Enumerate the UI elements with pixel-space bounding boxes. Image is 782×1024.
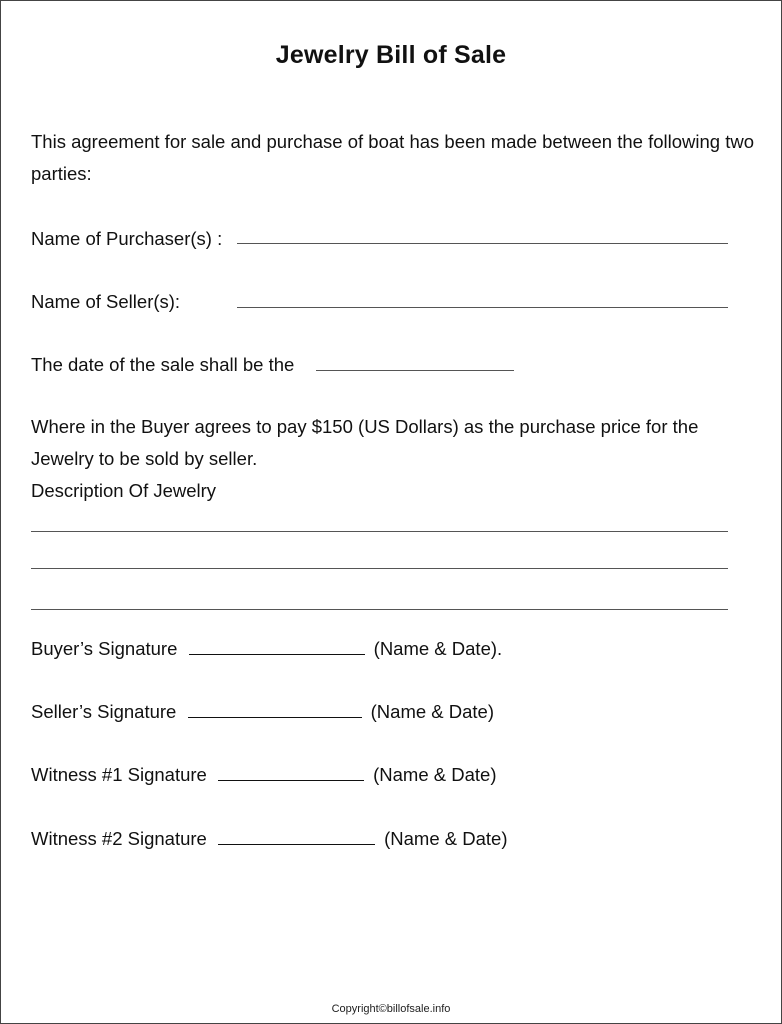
sale-date-label: The date of the sale shall be the — [31, 354, 295, 375]
copyright-footer: Copyright©billofsale.info — [331, 1003, 451, 1015]
seller-signature-suffix: (Name & Date) — [370, 701, 495, 722]
price-paragraph: Where in the Buyer agrees to pay $150 (US Dollars) as the purchase price for the Jewelry to be sold by seller. — [31, 416, 699, 469]
witness1-signature-row — [31, 763, 497, 787]
buyer-signature-blank[interactable] — [189, 637, 365, 655]
buyer-signature-suffix: (Name & Date). — [373, 638, 503, 659]
witness1-signature-blank[interactable] — [218, 763, 364, 781]
seller-label: Name of Seller(s): — [31, 291, 181, 312]
seller-signature-blank[interactable] — [188, 700, 362, 718]
seller-signature-row — [31, 700, 494, 724]
witness2-signature-label: Witness #2 Signature — [31, 828, 207, 849]
witness2-signature-row — [31, 827, 508, 851]
sale-date-line[interactable] — [316, 370, 514, 371]
buyer-signature-label: Buyer’s Signature — [31, 638, 178, 659]
intro-paragraph: This agreement for sale and purchase of boat has been made between the following two parties: — [31, 131, 754, 184]
witness1-signature-label: Witness #1 Signature — [31, 764, 207, 785]
purchaser-name-line[interactable] — [237, 243, 728, 244]
seller-name-line[interactable] — [237, 307, 728, 308]
description-line-1[interactable] — [31, 531, 728, 532]
buyer-signature-row — [31, 637, 502, 661]
witness1-signature-suffix: (Name & Date) — [373, 764, 497, 785]
witness2-signature-suffix: (Name & Date) — [384, 828, 508, 849]
description-line-2[interactable] — [31, 568, 728, 569]
seller-signature-label: Seller’s Signature — [31, 701, 177, 722]
purchaser-label: Name of Purchaser(s) : — [31, 228, 223, 249]
page-title: Jewelry Bill of Sale — [275, 41, 507, 69]
witness2-signature-blank[interactable] — [218, 827, 375, 845]
description-label: Description Of Jewelry — [31, 480, 217, 501]
description-line-3[interactable] — [31, 609, 728, 610]
